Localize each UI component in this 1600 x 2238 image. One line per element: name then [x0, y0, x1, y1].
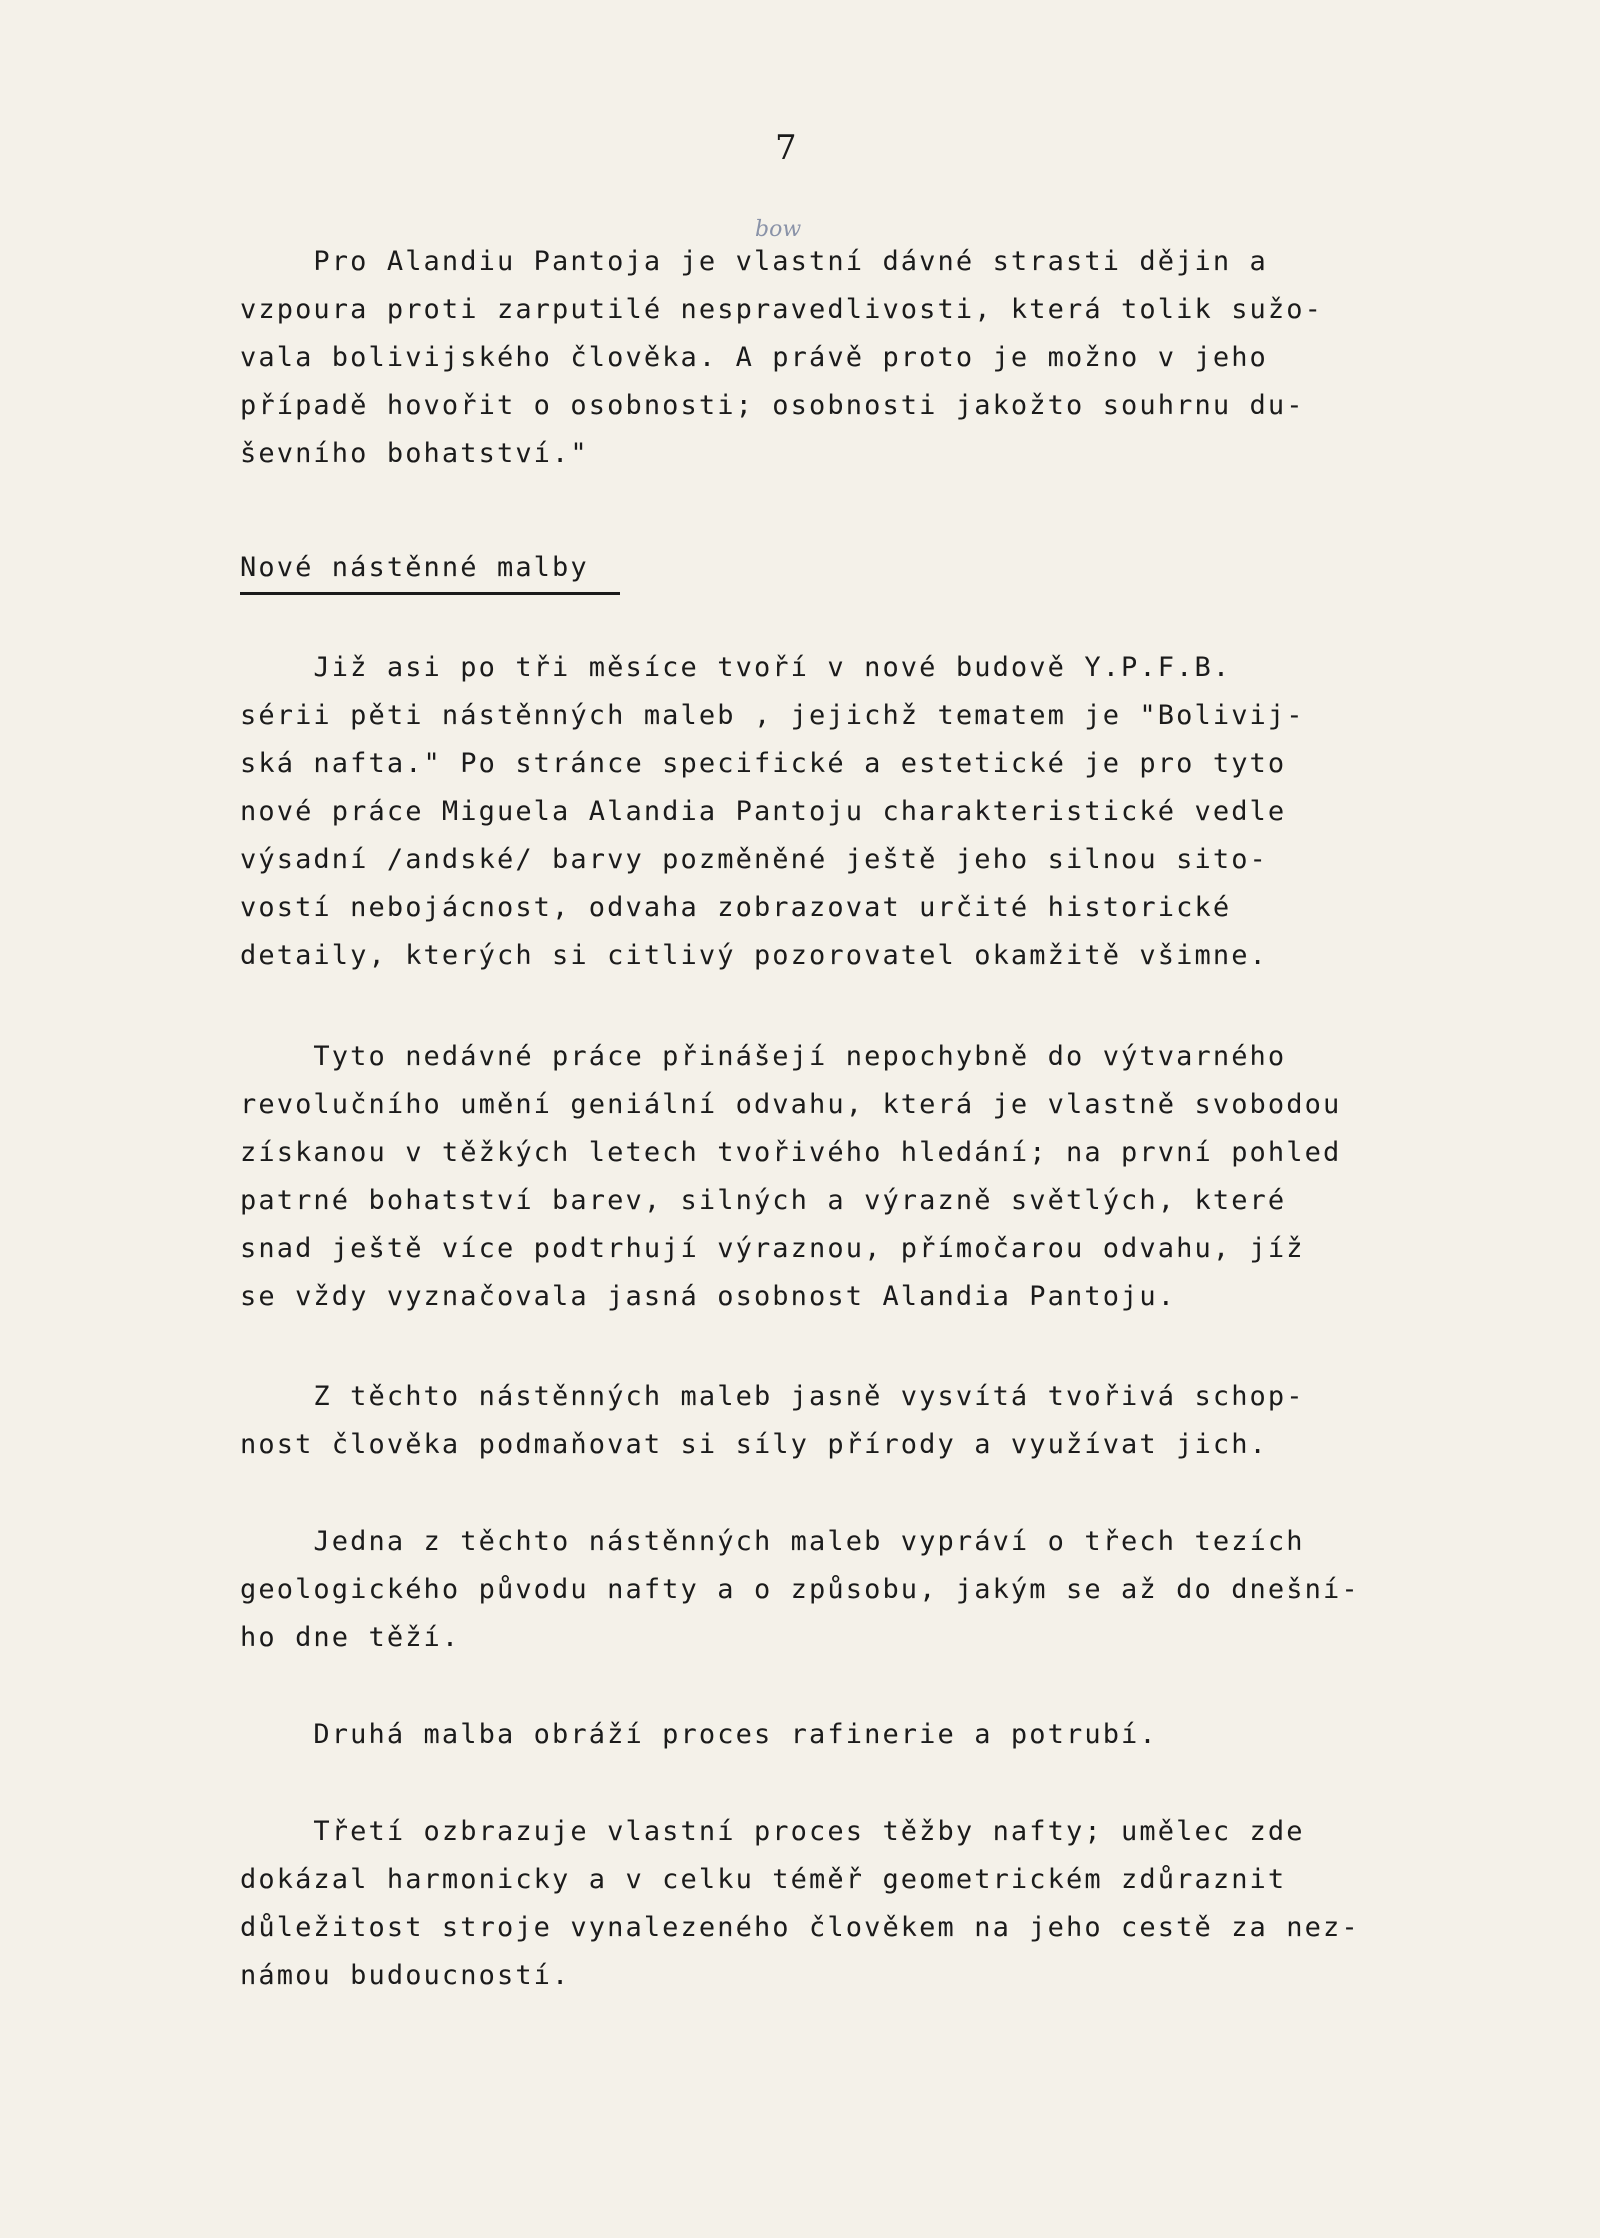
text-line: Třetí ozbrazuje vlastní proces těžby nafty; umělec zde [240, 1816, 1305, 1847]
text-line: ševního bohatství." [240, 438, 589, 469]
paragraph-5 [240, 1518, 1480, 1662]
paragraph-6 [240, 1711, 1480, 1759]
text-line: sérii pěti nástěnných maleb , jejichž tematem je "Bolivij- [240, 700, 1305, 731]
text-line: důležitost stroje vynalezeného člověkem na jeho cestě za nez- [240, 1912, 1360, 1943]
text-line: vostí nebojácnost, odvaha zobrazovat určité historické [240, 892, 1232, 923]
text-line: detaily, kterých si citlivý pozorovatel okamžitě všimne. [240, 940, 1268, 971]
handwritten-annotation: bow [755, 217, 802, 242]
text-line: výsadní /andské/ barvy pozměněné ještě jeho silnou sito- [240, 844, 1268, 875]
text-line: Tyto nedávné práce přinášejí nepochybně do výtvarného [240, 1041, 1287, 1072]
section-heading: Nové nástěnné malby [240, 552, 589, 583]
text-line: námou budoucností. [240, 1960, 571, 1991]
paragraph-3 [240, 1033, 1480, 1321]
text-line: geologického původu nafty a o způsobu, jakým se až do dnešní- [240, 1574, 1360, 1605]
text-line: nové práce Miguela Alandia Pantoju charakteristické vedle [240, 796, 1287, 827]
paragraph-1 [240, 238, 1480, 478]
text-line: Z těchto nástěnných maleb jasně vysvítá tvořivá schop- [240, 1381, 1305, 1412]
text-line: nost člověka podmaňovat si síly přírody a využívat jich. [240, 1429, 1268, 1460]
paragraph-4 [240, 1373, 1480, 1469]
text-line: případě hovořit o osobnosti; osobnosti jakožto souhrnu du- [240, 390, 1305, 421]
heading-underline [240, 592, 620, 595]
paragraph-2 [240, 644, 1480, 980]
text-line: dokázal harmonicky a v celku téměř geometrickém zdůraznit [240, 1864, 1287, 1895]
text-line: Jedna z těchto nástěnných maleb vypráví o třech tezích [240, 1526, 1305, 1557]
text-line: vala bolivijského člověka. A právě proto je možno v jeho [240, 342, 1268, 373]
page-number: 7 [775, 128, 797, 168]
text-line: ho dne těží. [240, 1622, 461, 1653]
text-line: ská nafta." Po stránce specifické a estetické je pro tyto [240, 748, 1287, 779]
text-line: patrné bohatství barev, silných a výrazně světlých, které [240, 1185, 1287, 1216]
text-line: vzpoura proti zarputilé nespravedlivosti, která tolik sužo- [240, 294, 1323, 325]
text-line: Již asi po tři měsíce tvoří v nové budově Y.P.F.B. [240, 652, 1232, 683]
paragraph-7 [240, 1808, 1480, 2000]
text-line: revolučního umění geniální odvahu, která je vlastně svobodou [240, 1089, 1342, 1120]
text-line: snad ještě více podtrhují výraznou, přímočarou odvahu, jíž [240, 1233, 1305, 1264]
text-line: Druhá malba obráží proces rafinerie a potrubí. [240, 1719, 1158, 1750]
text-line: Pro Alandiu Pantoja je vlastní dávné strasti dějin a [240, 246, 1268, 277]
text-line: získanou v těžkých letech tvořivého hledání; na první pohled [240, 1137, 1342, 1168]
text-line: se vždy vyznačovala jasná osobnost Alandia Pantoju. [240, 1281, 1177, 1312]
